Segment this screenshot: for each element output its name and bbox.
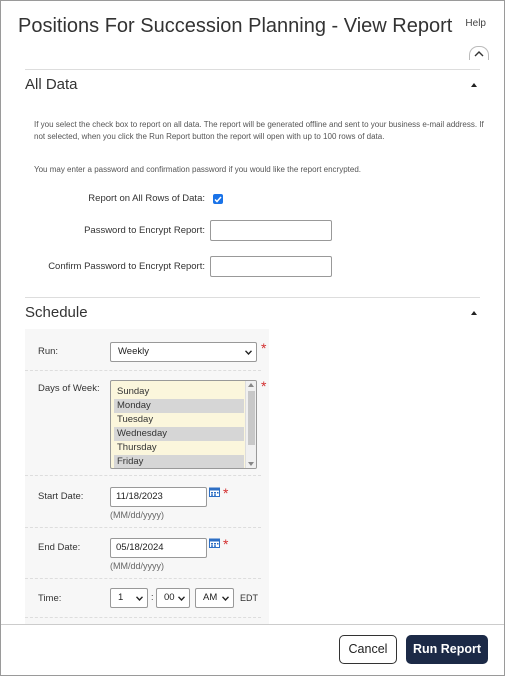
time-separator: : (151, 592, 154, 602)
required-marker: * (261, 340, 267, 356)
collapse-up-icon[interactable] (469, 46, 489, 60)
encrypt-info-text: You may enter a password and confirmation password if you would like the report encrypted. (34, 165, 361, 174)
days-of-week-label: Days of Week: (38, 383, 100, 394)
required-marker: * (223, 485, 229, 501)
all-data-section-header[interactable] (25, 69, 480, 93)
minute-select-value: 00 (164, 592, 175, 603)
divider (25, 475, 261, 476)
divider (25, 370, 261, 371)
schedule-panel (25, 329, 269, 626)
listbox-option-tuesday[interactable]: Tuesday (117, 414, 154, 425)
listbox-option-sunday[interactable]: Sunday (117, 386, 150, 397)
schedule-section-header[interactable] (25, 297, 480, 321)
ampm-select[interactable] (195, 588, 234, 608)
listbox-option-monday[interactable]: Monday (114, 399, 244, 413)
divider (25, 617, 261, 618)
confirm-password-label: Confirm Password to Encrypt Report: (48, 261, 205, 272)
report-all-rows-label: Report on All Rows of Data: (88, 193, 205, 204)
divider (25, 578, 261, 579)
ampm-select-value: AM (203, 592, 218, 603)
section-title: All Data (25, 76, 78, 93)
end-date-label: End Date: (38, 542, 81, 553)
chevron-down-icon (245, 350, 252, 355)
run-label: Run: (38, 346, 59, 357)
page-title: Positions For Succession Planning - View Report (18, 15, 453, 37)
calendar-icon[interactable] (209, 487, 220, 497)
end-date-input[interactable]: 05/18/2024 (110, 538, 207, 558)
section-collapse-icon[interactable] (468, 307, 480, 319)
required-marker: * (223, 536, 229, 552)
listbox-option-wednesday[interactable]: Wednesday (114, 427, 244, 441)
divider (25, 527, 261, 528)
date-format-hint: (MM/dd/yyyy) (110, 561, 164, 571)
scroll-down-icon[interactable] (248, 462, 254, 466)
password-label: Password to Encrypt Report: (84, 225, 205, 236)
start-date-label: Start Date: (38, 491, 84, 502)
password-field[interactable] (210, 220, 332, 241)
report-form[interactable] (1, 61, 504, 626)
time-label: Time: (38, 593, 62, 604)
report-all-rows-checkbox[interactable] (213, 194, 223, 204)
listbox-option-thursday[interactable]: Thursday (117, 442, 157, 453)
cancel-button[interactable]: Cancel (339, 635, 397, 664)
run-report-button[interactable]: Run Report (406, 635, 488, 664)
required-marker: * (261, 378, 267, 394)
date-format-hint: (MM/dd/yyyy) (110, 510, 164, 520)
calendar-icon[interactable] (209, 538, 220, 548)
days-of-week-listbox[interactable] (110, 380, 257, 469)
listbox-option-friday[interactable]: Friday (114, 455, 244, 469)
timezone-label: EDT (240, 593, 258, 603)
minute-select[interactable] (156, 588, 190, 608)
hour-select-value: 1 (118, 592, 124, 603)
scrollbar-thumb[interactable] (248, 391, 255, 445)
chevron-down-icon (222, 596, 229, 601)
chevron-down-icon (136, 596, 143, 601)
listbox-scrollbar[interactable] (245, 381, 256, 468)
dialog-footer (1, 624, 504, 675)
section-collapse-icon[interactable] (468, 79, 480, 91)
chevron-down-icon (178, 596, 185, 601)
run-select-value: Weekly (118, 346, 149, 357)
run-select[interactable] (110, 342, 257, 362)
all-data-info-text: If you select the check box to report on all data. The report will be generated offline and sent to your business e-mail address. If not selected, when you click the Run Report button the report will open with up to 100 rows of data. (34, 120, 484, 141)
start-date-input[interactable]: 11/18/2023 (110, 487, 207, 507)
check-icon (214, 196, 222, 203)
scroll-up-icon[interactable] (248, 383, 254, 387)
confirm-password-field[interactable] (210, 256, 332, 277)
hour-select[interactable] (110, 588, 148, 608)
section-title: Schedule (25, 304, 88, 321)
help-link[interactable]: Help (465, 18, 486, 29)
